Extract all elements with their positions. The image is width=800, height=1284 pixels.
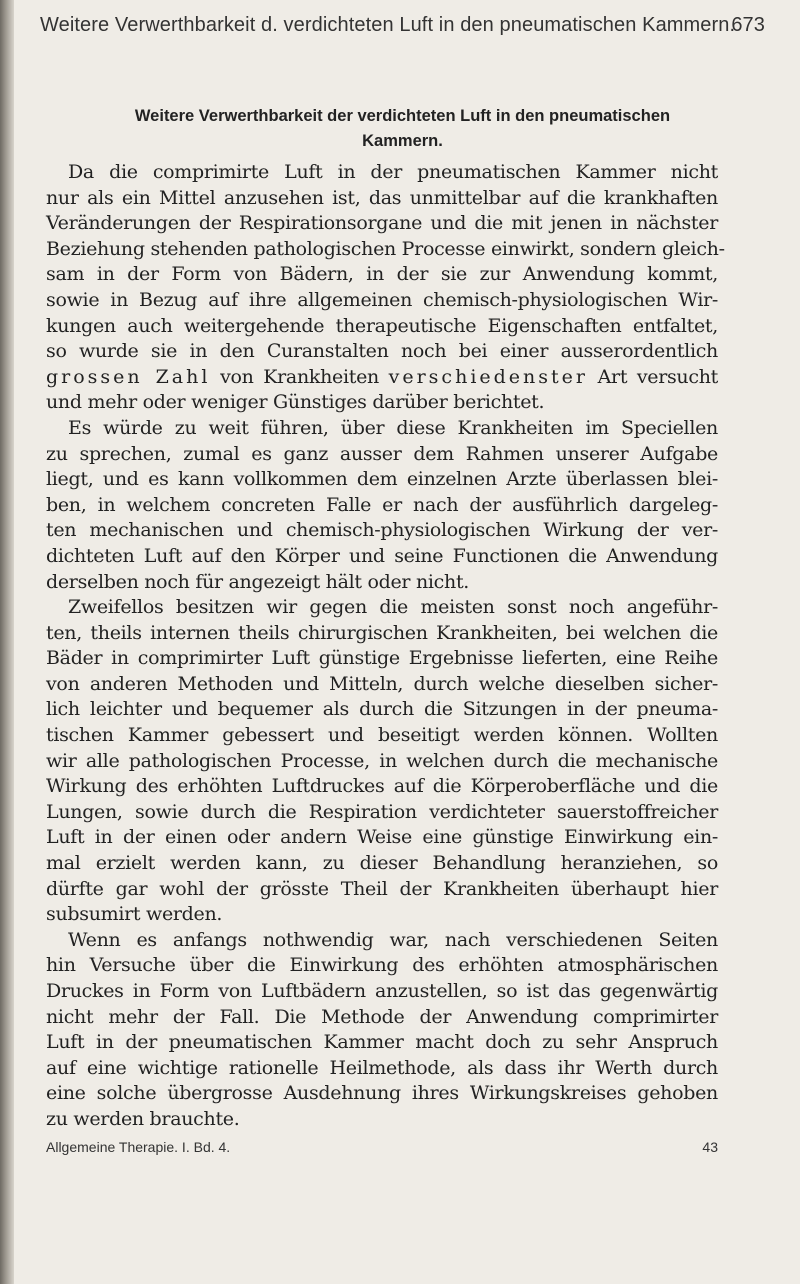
text-line: zu sprechen, zumal es ganz ausser dem Rahmen unserer Aufgabe bbox=[46, 442, 718, 465]
text-line: so wurde sie in den Curanstalten noch bei einer ausserordentlich bbox=[46, 340, 718, 363]
text-line: eine solche übergrosse Ausdehnung ihres Wirkungskreises gehoben bbox=[46, 1082, 718, 1105]
text-line: sowie in Bezug auf ihre allgemeinen chemisch-physiologischen Wir- bbox=[46, 288, 718, 311]
text-line: kungen auch weitergehende therapeutische Eigenschaften entfaltet, bbox=[46, 314, 718, 337]
section-title bbox=[40, 104, 765, 154]
text-segment: von Krankheiten bbox=[210, 365, 389, 388]
text-line: lich leichter und bequemer als durch die Sitzungen in der pneuma- bbox=[46, 698, 718, 721]
page-number: 673 bbox=[731, 14, 765, 36]
spaced-emphasis: verschiedenster bbox=[388, 365, 588, 388]
text-line: Es würde zu weit führen, über diese Krankheiten im Speciellen bbox=[68, 416, 718, 439]
text-line: ben, in welchem concreten Falle er nach der ausführlich dargeleg- bbox=[46, 493, 718, 516]
text-line: Luft in der pneumatischen Kammer macht doch zu sehr Anspruch bbox=[46, 1031, 718, 1054]
text-line: Veränderungen der Respirationsorgane und die mit jenen in nächster bbox=[46, 212, 718, 235]
text-line: von anderen Methoden und Mitteln, durch welche dieselben sicher- bbox=[46, 672, 718, 695]
spaced-emphasis: grossen Zahl bbox=[46, 365, 211, 388]
paragraph bbox=[46, 595, 718, 928]
text-line bbox=[46, 365, 718, 391]
book-gutter-shadow bbox=[0, 0, 14, 1284]
book-page bbox=[40, 14, 765, 1264]
footer-source: Allgemeine Therapie. I. Bd. 4. bbox=[46, 1139, 231, 1155]
text-line: auf eine wichtige rationelle Heilmethode, als dass ihr Werth durch bbox=[46, 1056, 718, 1079]
text-line: derselben noch für angezeigt hält oder nicht. bbox=[46, 570, 470, 593]
text-line: tischen Kammer gebessert und beseitigt werden können. Wollten bbox=[46, 724, 718, 747]
text-line: wir alle pathologischen Processe, in welchen durch die mechanische bbox=[46, 749, 718, 772]
running-title: Weitere Verwerthbarkeit d. verdichteten Luft in den pneumatischen Kammern. bbox=[40, 14, 736, 36]
text-line: Lungen, sowie durch die Respiration verdichteter sauerstoffreicher bbox=[46, 800, 718, 823]
paragraph bbox=[46, 928, 718, 1133]
text-line: Wenn es anfangs nothwendig war, nach verschiedenen Seiten bbox=[68, 928, 718, 951]
text-line: Wirkung des erhöhten Luftdruckes auf die Körperoberfläche und die bbox=[46, 775, 718, 798]
text-line: mal erzielt werden kann, zu dieser Behandlung heranziehen, so bbox=[46, 852, 718, 875]
text-segment: Art versucht bbox=[588, 365, 718, 388]
running-head bbox=[40, 14, 765, 37]
text-line: ten, theils internen theils chirurgischen Krankheiten, bei welchen die bbox=[46, 621, 718, 644]
text-line: zu werden brauchte. bbox=[46, 1107, 240, 1130]
section-title-line-2: Kammern. bbox=[362, 132, 443, 150]
text-line: Zweifellos besitzen wir gegen die meisten sonst noch angeführ- bbox=[68, 596, 718, 619]
text-line: Druckes in Form von Luftbädern anzustellen, so ist das gegenwärtig bbox=[46, 980, 718, 1002]
paragraph bbox=[46, 416, 718, 595]
text-line: Da die comprimirte Luft in der pneumatischen Kammer nicht bbox=[68, 161, 718, 183]
text-line: dichteten Luft auf den Körper und seine Functionen die Anwendung bbox=[46, 544, 718, 567]
text-line: ten mechanischen und chemisch-physiologischen Wirkung der ver- bbox=[46, 519, 718, 542]
signature-mark: 43 bbox=[702, 1139, 718, 1155]
text-line: dürfte gar wohl der grösste Theil der Krankheiten überhaupt hier bbox=[46, 877, 718, 900]
text-line: Luft in der einen oder andern Weise eine günstige Einwirkung ein- bbox=[46, 826, 718, 849]
text-line: liegt, und es kann vollkommen dem einzelnen Arzte überlassen blei- bbox=[46, 468, 718, 491]
text-line: subsumirt werden. bbox=[46, 903, 223, 926]
text-line: sam in der Form von Bädern, in der sie zur Anwendung kommt, bbox=[46, 263, 718, 286]
text-line: hin Versuche über die Einwirkung des erhöhten atmosphärischen bbox=[46, 954, 718, 977]
text-line: und mehr oder weniger Günstiges darüber berichtet. bbox=[46, 391, 545, 414]
text-line: Beziehung stehenden pathologischen Processe einwirkt, sondern gleich- bbox=[46, 237, 725, 260]
body-text bbox=[46, 160, 725, 1133]
text-line: nur als ein Mittel anzusehen ist, das unmittelbar auf die krankhaften bbox=[46, 186, 718, 209]
paragraph bbox=[46, 160, 725, 416]
page-footer bbox=[46, 1139, 718, 1155]
text-line: nicht mehr der Fall. Die Methode der Anwendung comprimirter bbox=[46, 1005, 718, 1028]
section-title-line-1: Weitere Verwerthbarkeit der verdichteten Luft in den pneumatischen bbox=[134, 107, 671, 125]
text-line: Bäder in comprimirter Luft günstige Ergebnisse lieferten, eine Reihe bbox=[46, 647, 718, 670]
